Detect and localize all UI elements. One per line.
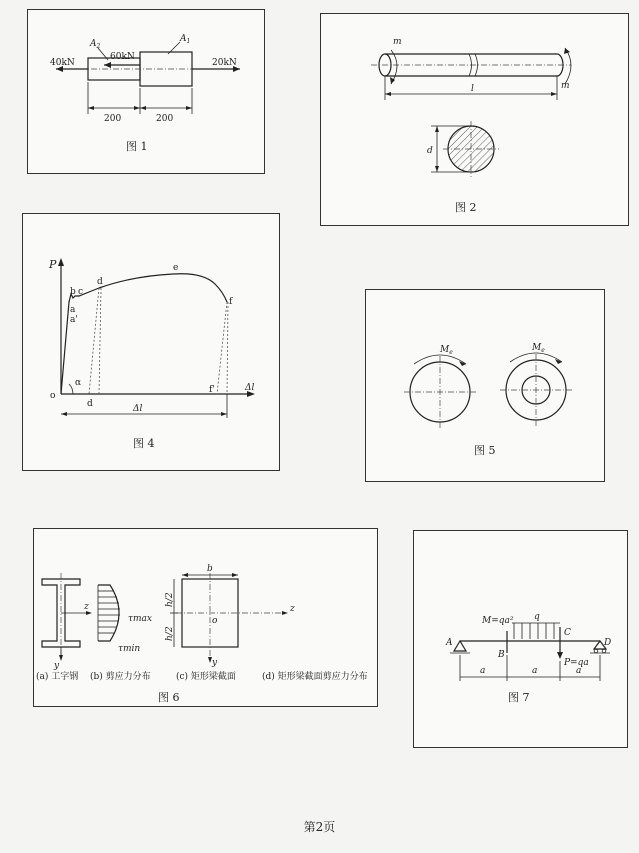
rect-z-arrowhead <box>282 611 288 615</box>
moment-right-label: m <box>561 81 570 91</box>
support-a <box>454 641 466 651</box>
figure-1-caption: 图 1 <box>126 140 148 153</box>
figure-4-caption: 图 4 <box>133 437 155 450</box>
unload-line-f <box>217 302 227 394</box>
force-mid-label: 60kN <box>110 52 135 62</box>
force-mid-arrowhead <box>104 62 111 68</box>
figure-1-diagram <box>28 10 264 173</box>
dim-arrowhead <box>140 106 146 110</box>
label-h-bottom: h/2 <box>165 626 175 641</box>
point-e-label: e <box>173 263 179 273</box>
tau-distribution-curve <box>98 585 119 641</box>
moment-label: M=qa² <box>482 616 514 626</box>
unload-line-d <box>89 288 99 394</box>
point-a-label: a <box>70 305 76 315</box>
dim-arrowhead <box>385 92 391 96</box>
label-a2: $A_2$ <box>90 39 101 50</box>
tau-min-label: τmin <box>118 644 141 654</box>
axis-y-label: P <box>49 258 57 271</box>
point-a-label: A <box>446 638 453 648</box>
label-h-top: h/2 <box>165 592 175 607</box>
figure-1-panel <box>27 9 265 174</box>
tau-max-label: τmax <box>128 614 152 624</box>
angle-label: α <box>75 378 82 388</box>
dim-arrowhead <box>435 166 439 172</box>
figure-6-caption: 图 6 <box>158 691 180 704</box>
axis-x-label: Δl <box>245 383 255 393</box>
point-b-label: B <box>498 650 505 660</box>
point-c-label: C <box>564 628 571 638</box>
label-y-left: y <box>54 661 60 671</box>
force-right-label: 20kN <box>212 58 237 68</box>
point-b-label: b <box>70 287 76 297</box>
point-load-label: P=qa <box>564 658 589 668</box>
point-load-arrowhead <box>557 652 563 659</box>
subcaption-c: (c) 矩形梁截面 <box>176 672 236 682</box>
figure-5-caption: 图 5 <box>474 444 496 457</box>
total-elong-label: Δl <box>133 404 143 414</box>
subcaption-d: (d) 矩形梁截面剪应力分布 <box>262 672 368 682</box>
length-label: l <box>471 84 474 94</box>
subcaption-b: (b) 剪应力分布 <box>90 672 151 682</box>
moment-left-label: $M_e$ <box>440 345 453 356</box>
figure-7-diagram <box>414 531 627 747</box>
vertical-line-d <box>99 288 101 394</box>
point-d-base-label: d <box>87 399 93 409</box>
torque-right-arrowhead <box>564 48 570 54</box>
dim-arrowhead <box>182 573 188 577</box>
dim-arrowhead <box>551 92 557 96</box>
dim-arrowhead <box>186 106 192 110</box>
figure-5-diagram <box>366 290 604 481</box>
diameter-label: d <box>427 146 433 156</box>
dim-right-label: 200 <box>156 114 174 124</box>
moment-right-label: $M_e$ <box>532 343 545 354</box>
dim-a-1: a <box>480 666 486 676</box>
label-z-right: z <box>290 604 295 614</box>
dim-a-2: a <box>532 666 538 676</box>
figure-7-panel <box>413 530 628 748</box>
i-beam-y-arrowhead <box>59 655 63 661</box>
label-b: b <box>207 564 213 574</box>
figure-2-caption: 图 2 <box>455 201 477 214</box>
figure-4-panel <box>22 213 280 471</box>
label-a1: $A_1$ <box>180 34 191 45</box>
figure-7-caption: 图 7 <box>508 691 530 704</box>
dim-arrowhead <box>134 106 140 110</box>
point-d-label: d <box>97 277 103 287</box>
axis-y-arrowhead <box>58 258 64 266</box>
figure-4-diagram <box>23 214 279 470</box>
point-d-label: D <box>604 638 612 648</box>
origin-label: o <box>50 391 56 401</box>
force-left-label: 40kN <box>50 58 75 68</box>
point-c-label: c <box>78 287 84 297</box>
angle-arc <box>69 384 73 394</box>
point-f-label: f <box>229 297 233 307</box>
dim-arrowhead <box>435 126 439 132</box>
dim-arrowhead <box>232 573 238 577</box>
dim-arrowhead <box>221 412 227 416</box>
dim-arrowhead <box>88 106 94 110</box>
figure-2-diagram <box>321 14 628 225</box>
moment-left-label: m <box>393 37 402 47</box>
point-f-base-label: f' <box>209 385 215 395</box>
dim-a-3: a <box>576 666 582 676</box>
label-y-right: y <box>212 658 218 668</box>
support-d-roller <box>602 649 606 653</box>
figure-6-diagram <box>34 529 377 706</box>
figure-6-panel <box>33 528 378 707</box>
vertical-line-f <box>227 302 228 394</box>
label-z-left: z <box>84 602 89 612</box>
figure-5-panel <box>365 289 605 482</box>
figure-2-panel <box>320 13 629 226</box>
load-q-label: q <box>534 612 540 622</box>
dim-left-label: 200 <box>104 114 122 124</box>
subcaption-a: (a) 工字钢 <box>36 672 79 682</box>
page-number: 第2页 <box>303 820 336 834</box>
point-a-prime-label: a' <box>70 315 78 325</box>
support-d-roller <box>594 649 598 653</box>
tension-curve <box>61 274 227 394</box>
dim-arrowhead <box>61 412 67 416</box>
torque-right-arc <box>565 48 571 84</box>
label-o: o <box>212 616 218 626</box>
